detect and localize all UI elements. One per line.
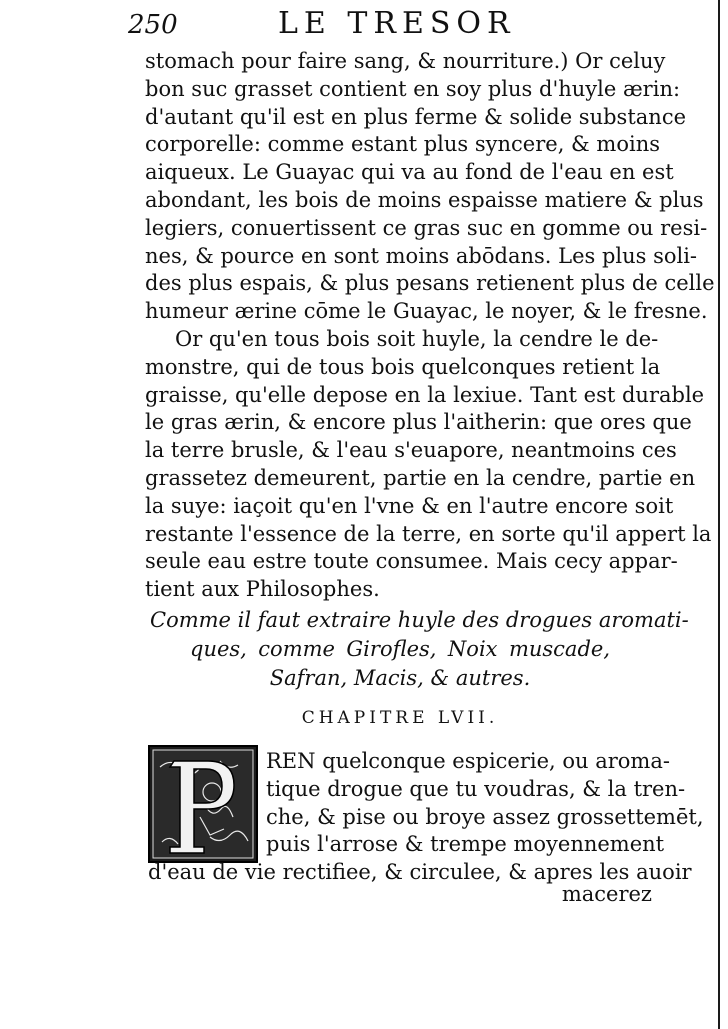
chapter-text — [148, 748, 704, 887]
section-title-line: ques, comme Girofles, Noix muscade, — [190, 637, 610, 661]
text-line: seule eau estre toute consumee. Mais cecy appar- — [145, 549, 678, 574]
catchword: macerez — [561, 882, 652, 906]
text-line: stomach pour faire sang, & nourriture.) Or celuy — [145, 49, 666, 73]
text-line: aiqueux. Le Guayac qui va au fond de l'eau en est — [145, 160, 674, 185]
text-line: la terre brusle, & l'eau s'euapore, neantmoins ces — [145, 438, 677, 463]
text-line: corporelle: comme estant plus syncere, & moins — [145, 132, 660, 157]
chapter-heading: CHAPITRE LVII. — [301, 708, 499, 728]
page-edge-line — [718, 0, 720, 1029]
text-line: legiers, conuertissent ce gras suc en gomme ou resi- — [145, 215, 708, 240]
text-line: restante l'essence de la terre, en sorte qu'il appert la — [145, 521, 712, 546]
text-line: puis l'arrose & trempe moyennement — [266, 832, 665, 857]
text-line: bon suc grasset contient en soy plus d'huyle ærin: — [145, 76, 681, 101]
text-line: humeur ærine cōme le Guayac, le noyer, & le fresne. — [145, 299, 708, 324]
text-line: grassetez demeurent, partie en la cendre, partie en — [145, 465, 696, 490]
text-line: d'autant qu'il est en plus ferme & solide substance — [145, 104, 687, 129]
text-line: tique drogue que tu voudras, & la tren- — [266, 776, 686, 801]
text-line: d'eau de vie rectifiee, & circulee, & apres les auoir — [148, 860, 692, 885]
body-text — [145, 48, 715, 604]
text-line: des plus espais, & plus pesans retienent plus de celle — [145, 271, 715, 296]
text-line: la suye: iaçoit qu'en l'vne & en l'autre encore soit — [145, 493, 674, 518]
page-header — [128, 4, 648, 44]
section-title-line: Comme il faut extraire huyle des drogues aromati- — [150, 608, 689, 632]
section-title — [150, 606, 689, 693]
text-line: graisse, qu'elle depose en la lexiue. Tant est durable — [145, 382, 705, 407]
text-line: abondant, les bois de moins espaisse matiere & plus — [145, 187, 704, 212]
text-line: le gras ærin, & encore plus l'aitherin: que ores que — [145, 410, 692, 435]
page-number: 250 — [128, 10, 178, 40]
text-line: Or qu'en tous bois soit huyle, la cendre le de- — [175, 326, 659, 351]
running-title: LE TRESOR — [278, 6, 516, 41]
section-title-line: Safran, Macis, & autres. — [269, 666, 531, 690]
text-line: REN quelconque espicerie, ou aroma- — [266, 749, 670, 773]
text-line: che, & pise ou broye assez grossettemēt, — [266, 804, 704, 829]
text-line: monstre, qui de tous bois quelconques retient la — [145, 354, 661, 379]
text-line: tient aux Philosophes. — [145, 577, 380, 602]
text-line: nes, & pource en sont moins abōdans. Les plus soli- — [145, 243, 698, 268]
